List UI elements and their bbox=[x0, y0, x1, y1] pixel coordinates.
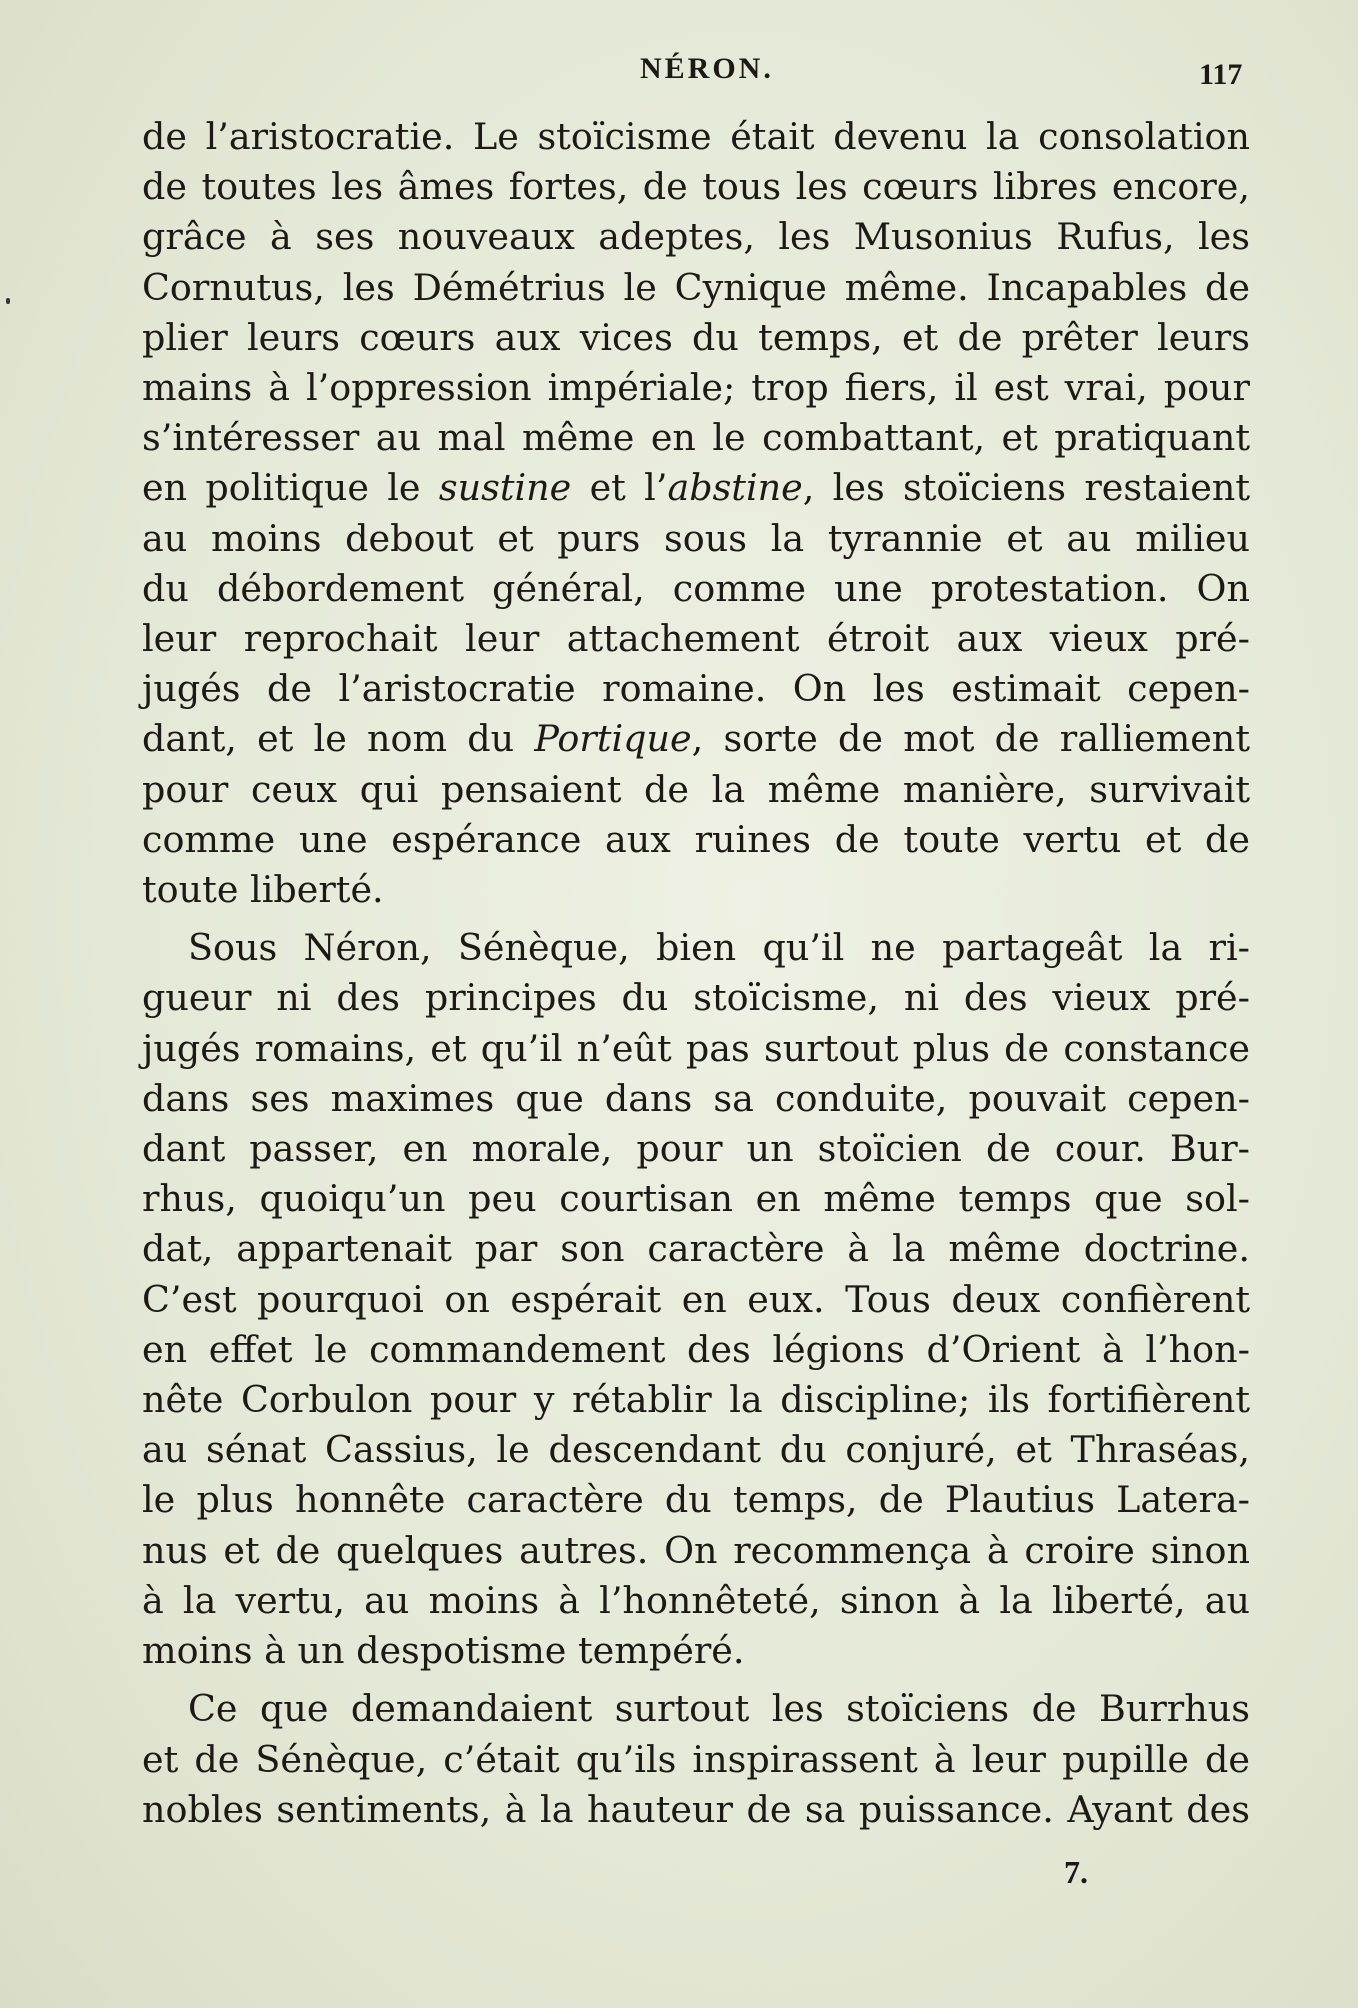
text-line: grâce à ses nouveaux adeptes, les Musonius Rufus, les bbox=[142, 215, 1250, 259]
text-line: comme une espérance aux ruines de toute vertu et de bbox=[142, 817, 1250, 861]
text-line: nus et de quelques autres. On recommença à croire sinon bbox=[142, 1528, 1250, 1572]
text-line: dant passer, en morale, pour un stoïcien de cour. Bur- bbox=[142, 1127, 1250, 1171]
text-line: s’intéresser au mal même en le combattant, et pratiquant bbox=[142, 416, 1250, 460]
page-header bbox=[0, 52, 1358, 102]
margin-mark bbox=[6, 298, 10, 304]
text-line: et de Sénèque, c’était qu’ils inspirassent à leur pupille de bbox=[142, 1737, 1250, 1781]
text-line: moins à un despotisme tempéré. bbox=[142, 1629, 745, 1673]
text-line: dant, et le nom du Portique, sorte de mot de ralliement bbox=[142, 717, 1250, 761]
paragraph bbox=[142, 1684, 1250, 1835]
page-number: 117 bbox=[1199, 58, 1243, 91]
text-line: au sénat Cassius, le descendant du conjuré, et Thraséas, bbox=[142, 1428, 1250, 1472]
paragraph bbox=[142, 923, 1250, 1676]
text-line: en politique le sustine et l’abstine, les stoïciens restaient bbox=[142, 466, 1250, 510]
paragraph-gap bbox=[142, 915, 1250, 923]
text-line: au moins debout et purs sous la tyrannie et au milieu bbox=[142, 516, 1250, 560]
running-title: NÉRON. bbox=[640, 52, 774, 85]
text-line: mains à l’oppression impériale; trop fiers, il est vrai, pour bbox=[142, 366, 1250, 410]
text-line: jugés romains, et qu’il n’eût pas surtout plus de constance bbox=[142, 1026, 1250, 1070]
body-text bbox=[142, 112, 1250, 1835]
text-line: plier leurs cœurs aux vices du temps, et de prêter leurs bbox=[142, 315, 1250, 359]
text-line: dat, appartenait par son caractère à la même doctrine. bbox=[142, 1227, 1250, 1271]
text-line: jugés de l’aristocratie romaine. On les estimait cepen- bbox=[142, 667, 1250, 711]
paragraph-gap bbox=[142, 1676, 1250, 1684]
text-line: en effet le commandement des légions d’Orient à l’hon- bbox=[142, 1327, 1250, 1371]
text-line: à la vertu, au moins à l’honnêteté, sinon à la liberté, au bbox=[142, 1578, 1250, 1622]
text-line: de toutes les âmes fortes, de tous les cœurs libres encore, bbox=[142, 165, 1250, 209]
text-line: nobles sentiments, à la hauteur de sa puissance. Ayant des bbox=[142, 1787, 1250, 1831]
paragraph bbox=[142, 112, 1250, 915]
text-line: du débordement général, comme une protestation. On bbox=[142, 566, 1250, 610]
text-line: leur reprochait leur attachement étroit aux vieux pré- bbox=[142, 617, 1250, 661]
text-line: le plus honnête caractère du temps, de Plautius Latera- bbox=[142, 1478, 1250, 1522]
text-line: Sous Néron, Sénèque, bien qu’il ne partageât la ri- bbox=[188, 926, 1250, 970]
text-line: de l’aristocratie. Le stoïcisme était devenu la consolation bbox=[142, 115, 1250, 158]
text-line: pour ceux qui pensaient de la même manière, survivait bbox=[142, 767, 1250, 811]
text-line: gueur ni des principes du stoïcisme, ni des vieux pré- bbox=[142, 976, 1250, 1020]
text-line: rhus, quoiqu’un peu courtisan en même temps que sol- bbox=[142, 1177, 1250, 1221]
text-line: dans ses maximes que dans sa conduite, pouvait cepen- bbox=[142, 1076, 1250, 1120]
text-line: C’est pourquoi on espérait en eux. Tous deux confièrent bbox=[142, 1277, 1250, 1321]
text-line: toute liberté. bbox=[142, 868, 384, 912]
signature-mark: 7. bbox=[1064, 1854, 1088, 1890]
text-line: Cornutus, les Démétrius le Cynique même. Incapables de bbox=[142, 265, 1250, 309]
text-line: Ce que demandaient surtout les stoïciens de Burrhus bbox=[188, 1687, 1250, 1731]
text-line: nête Corbulon pour y rétablir la discipline; ils fortifièrent bbox=[142, 1378, 1250, 1422]
